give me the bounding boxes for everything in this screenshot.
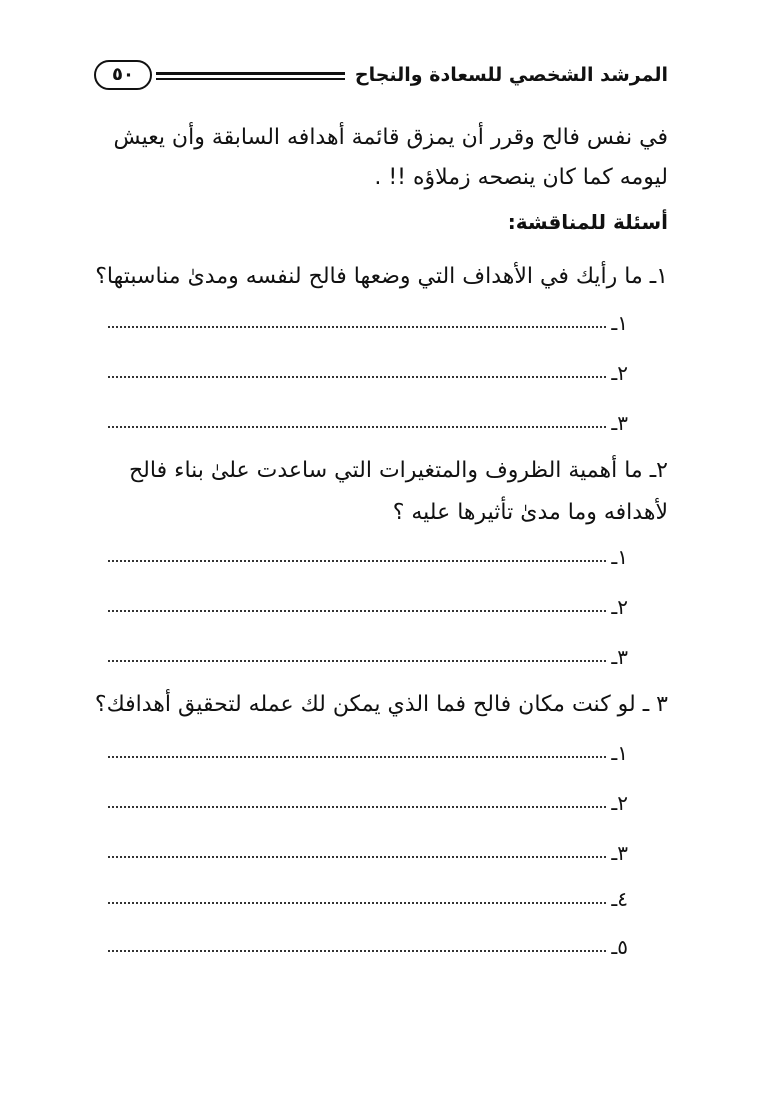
dotted-line [108, 660, 606, 662]
question-1: ١ـ ما رأيك في الأهداف التي وضعها فالح لنفسه ومدىٰ مناسبتها؟ [95, 264, 668, 289]
answer-number: ٢ـ [611, 361, 628, 385]
discussion-heading: أسئلة للمناقشة: [507, 210, 668, 234]
answer-number: ٢ـ [611, 791, 628, 815]
answer-number: ١ـ [611, 311, 628, 335]
book-title: المرشد الشخصي للسعادة والنجاح [345, 60, 668, 90]
answer-number: ١ـ [611, 741, 628, 765]
answer-line [108, 788, 628, 818]
answer-line [108, 642, 628, 672]
answer-number: ٥ـ [611, 935, 628, 959]
dotted-line [108, 902, 606, 904]
answer-line [108, 542, 628, 572]
intro-paragraph: في نفس فالح وقرر أن يمزق قائمة أهدافه السابقة وأن يعيش ليومه كما كان ينصحه زملاؤه !! . [113, 125, 668, 190]
answer-line [108, 738, 628, 768]
dotted-line [108, 426, 606, 428]
answer-number: ٣ـ [611, 841, 628, 865]
page-number: ٥٠ [94, 60, 152, 90]
answer-line [108, 932, 628, 962]
dotted-line [108, 376, 606, 378]
answer-line [108, 308, 628, 338]
answer-line [108, 408, 628, 438]
question-2: ٢ـ ما أهمية الظروف والمتغيرات التي ساعدت علىٰ بناء فالح لأهدافه وما مدىٰ تأثيرها عليه ؟ [128, 458, 668, 525]
dotted-line [108, 856, 606, 858]
question-3: ٣ ـ لو كنت مكان فالح فما الذي يمكن لك عمله لتحقيق أهدافك؟ [94, 692, 668, 717]
dotted-line [108, 806, 606, 808]
dotted-line [108, 610, 606, 612]
answer-number: ١ـ [611, 545, 628, 569]
answer-line [108, 358, 628, 388]
answer-number: ٢ـ [611, 595, 628, 619]
dotted-line [108, 950, 606, 952]
answer-line [108, 884, 628, 914]
answer-number: ٣ـ [611, 411, 628, 435]
answer-number: ٣ـ [611, 645, 628, 669]
answer-line [108, 838, 628, 868]
dotted-line [108, 326, 606, 328]
answer-line [108, 592, 628, 622]
answer-number: ٤ـ [611, 887, 628, 911]
dotted-line [108, 756, 606, 758]
dotted-line [108, 560, 606, 562]
page-header [88, 58, 666, 94]
